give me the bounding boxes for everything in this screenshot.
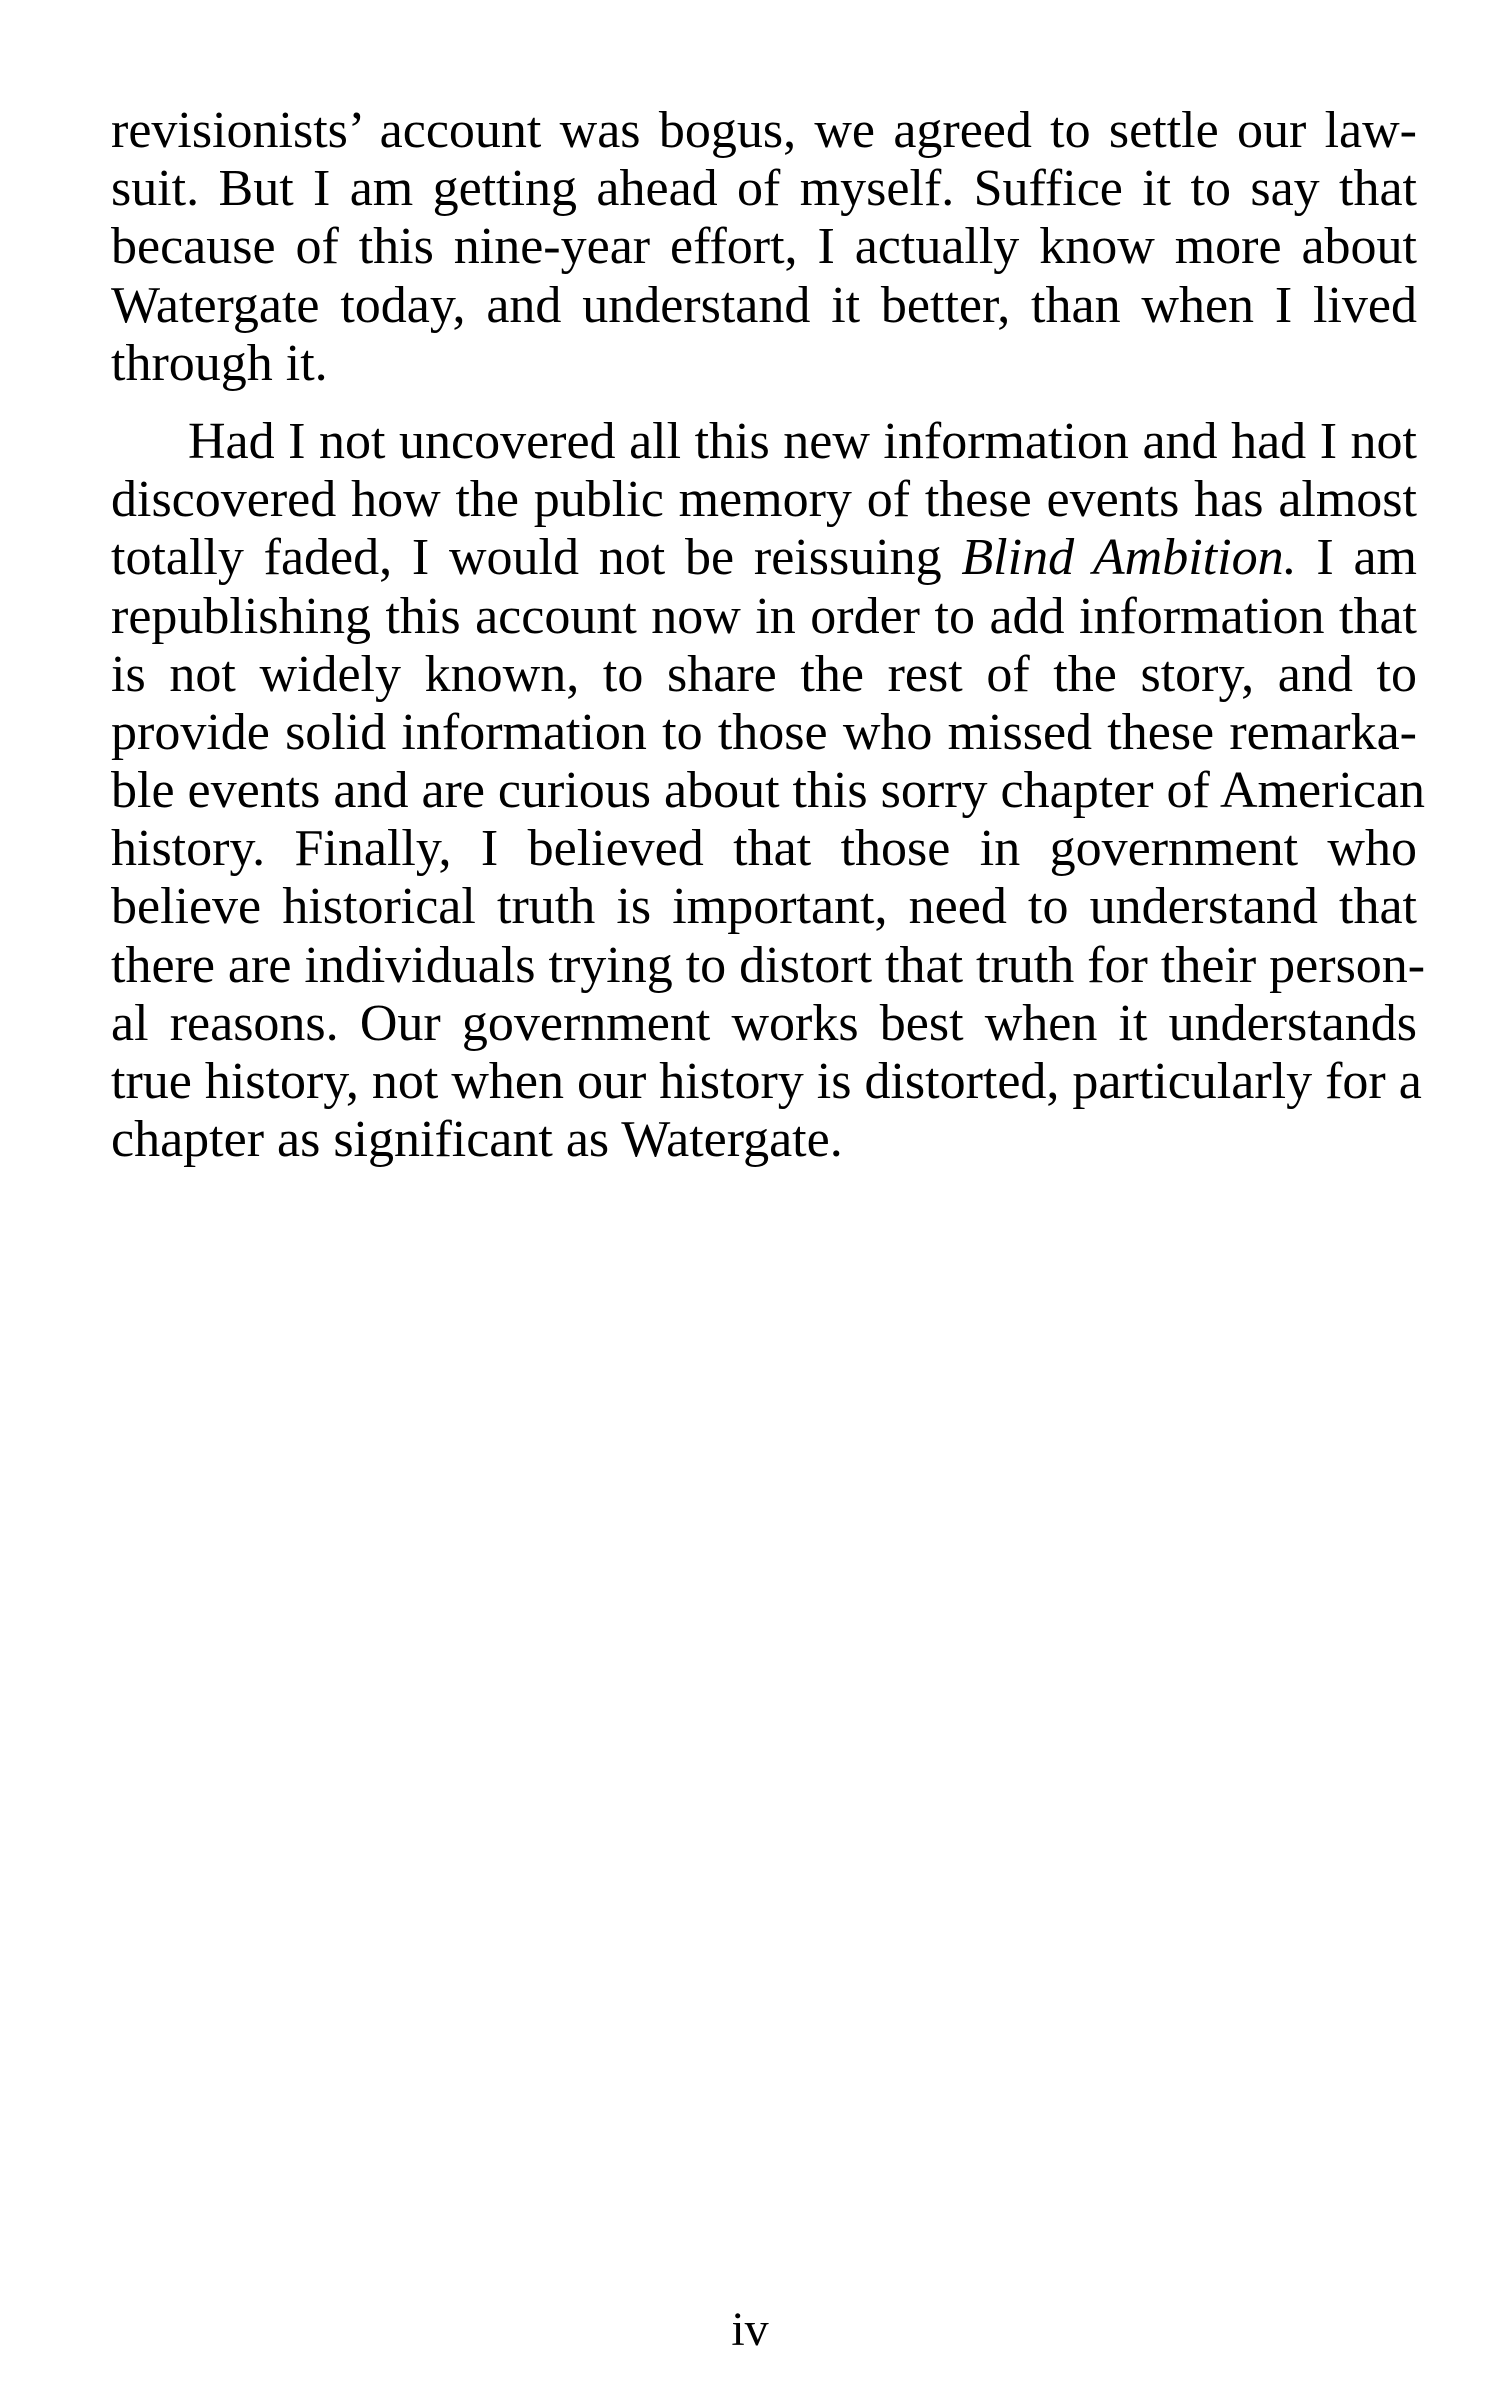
text-segment: provide solid information to those who missed these remarka- [111, 703, 1417, 761]
document-page [111, 102, 1426, 1169]
text-segment: Had I not uncovered all this new information and had I not [188, 412, 1417, 470]
text-line [111, 471, 1417, 529]
text-line: suit. But I am getting ahead of myself. Suffice it to say that [111, 160, 1417, 218]
text-segment: I am [1296, 529, 1417, 587]
text-line [111, 878, 1417, 936]
text-line [111, 1111, 1417, 1169]
text-line [111, 704, 1417, 762]
text-segment: republishing this account now in order to add information that [111, 587, 1417, 645]
text-segment: ble events and are curious about this sorry chapter of American [111, 762, 1425, 820]
text-segment: true history, not when our history is distorted, particularly for a [111, 1053, 1422, 1110]
text-segment: believe historical truth is important, need to understand that [111, 878, 1417, 936]
text-segment: discovered how the public memory of these events has almost [111, 471, 1417, 529]
text-line [111, 762, 1425, 820]
text-line: revisionists’ account was bogus, we agreed to settle our law- [111, 102, 1417, 159]
text-line: Watergate today, and understand it better, than when I lived [111, 276, 1417, 334]
paragraph-2 [111, 412, 1426, 1169]
text-line [111, 413, 1417, 471]
book-title: Blind Ambition. [961, 529, 1297, 587]
text-segment: al reasons. Our government works best when it understands [111, 994, 1417, 1052]
text-line: because of this nine-year effort, I actually know more about [111, 218, 1417, 276]
text-segment: is not widely known, to share the rest of the story, and to [111, 645, 1417, 703]
text-line [111, 936, 1426, 995]
text-segment: chapter as significant as Watergate. [111, 1111, 843, 1169]
text-segment: there are individuals trying to distort that truth for their person- [111, 936, 1426, 994]
text-line: through it. [111, 334, 328, 392]
paragraph-1 [111, 102, 1417, 393]
text-line [111, 588, 1417, 646]
text-line [111, 820, 1417, 878]
text-line [111, 646, 1417, 704]
text-line [111, 529, 1417, 587]
text-line [111, 995, 1417, 1053]
text-line [111, 1053, 1422, 1111]
text-segment: history. Finally, I believed that those in government who [111, 820, 1417, 878]
page-number: iv [731, 2303, 769, 2356]
text-segment: totally faded, I would not be reissuing [111, 529, 962, 587]
